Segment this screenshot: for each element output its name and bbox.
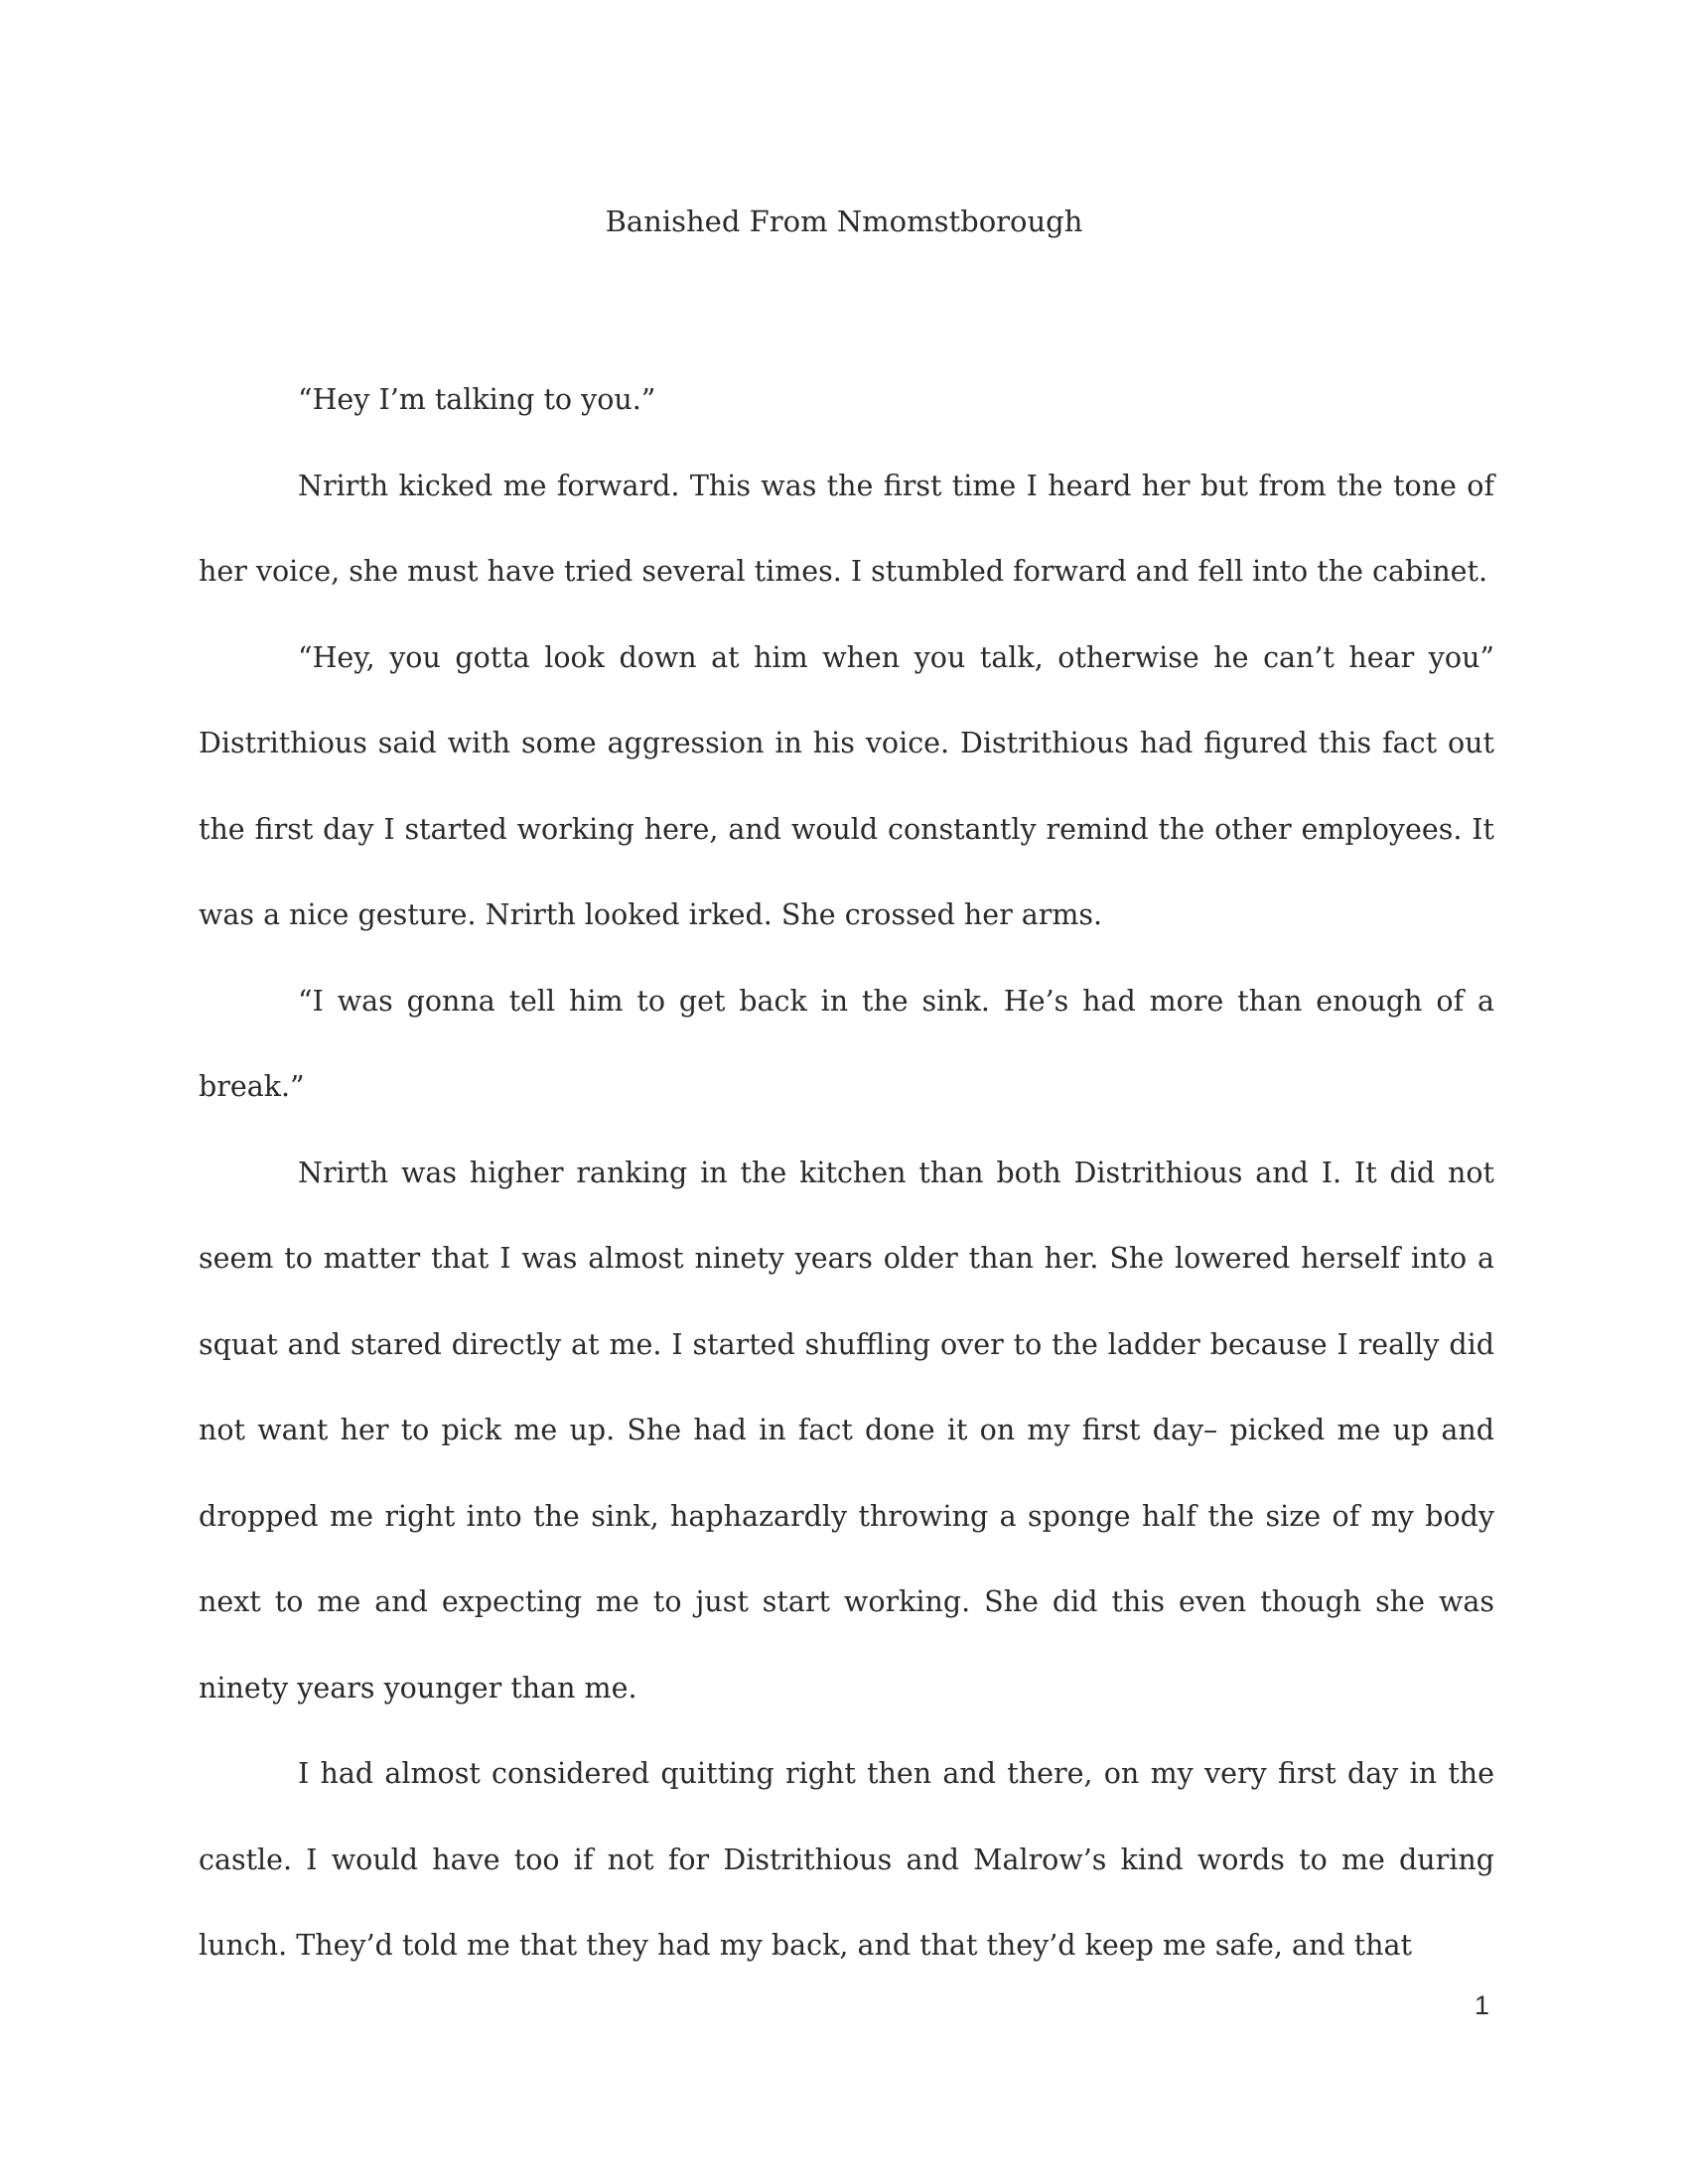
page-number: 1 (1474, 1990, 1489, 2020)
paragraph: “Hey I’m talking to you.” (298, 383, 656, 416)
document-title: Banished From Nmomstborough (605, 205, 1083, 238)
paragraph: “Hey, you gotta look down at him when you talk, otherwise he can’t hear you” Distrithious said with some aggression in his voice. Distrithious had figured this fact out the first day I started working here, and would constantly remind the other employees. It was a nice gesture. Nrirth looked irked. She crossed her arms. (199, 640, 1494, 931)
document-body (199, 357, 1494, 1989)
paragraph: Nrirth was higher ranking in the kitchen than both Distrithious and I. It did not seem to matter that I was almost ninety years older than her. She lowered herself into a squat and stared directly at me. I started shuffling over to the ladder because I really did not want her to pick me up. She had in fact done it on my first day– picked me up and dropped me right into the sink, haphazardly throwing a sponge half the size of my body next to me and expecting me to just start working. She did this even though she was ninety years younger than me. (199, 1156, 1494, 1705)
paragraph: “I was gonna tell him to get back in the sink. He’s had more than enough of a break.” (199, 984, 1494, 1103)
paragraph: I had almost considered quitting right then and there, on my very first day in the castle. I would have too if not for Distrithious and Malrow’s kind words to me during lunch. They’d told me that they had my back, and that they’d keep me safe, and that (199, 1757, 1494, 1962)
paragraph: Nrirth kicked me forward. This was the first time I heard her but from the tone of her voice, she must have tried several times. I stumbled forward and fell into the cabinet. (199, 469, 1494, 588)
